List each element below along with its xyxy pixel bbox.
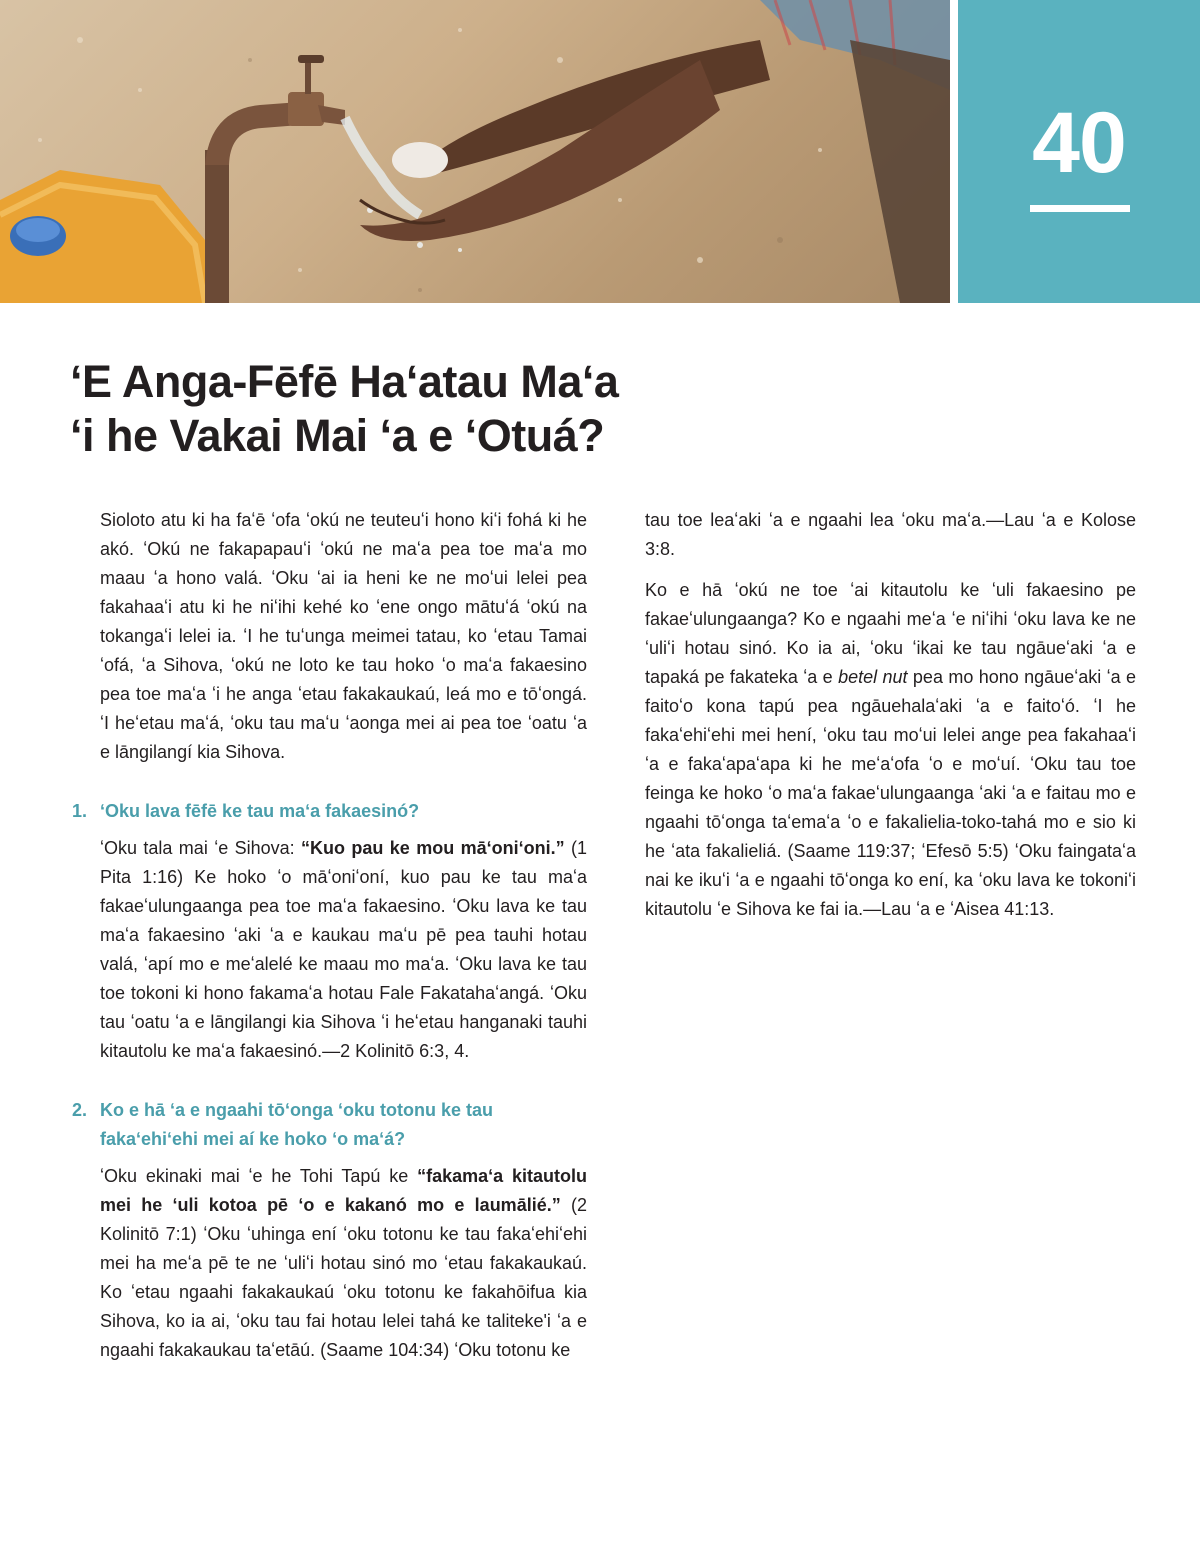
answer-2-scripture-quote: “fakamaʻa kitautolu mei he ʻuli kotoa pē ʻo e kakanó mo e laumālié.” bbox=[100, 1166, 587, 1215]
hands-washing-at-tap-photo bbox=[0, 0, 950, 303]
lesson-number-underline bbox=[1030, 205, 1130, 212]
page-title bbox=[70, 355, 890, 463]
answer-2-body: (2 Kolinitō 7:1) ʻOku ʻuhinga ení ʻoku totonu ke tau fakaʻehiʻehi mei ha meʻa pē te ne ʻuliʻi hotau sinó mo ʻetau fakakaukaú. Ko ʻetau ngaahi fakakaukaú ʻoku totonu ke fakahōifua kia Sihova, ko ia ai, ʻoku tau fai hotau lelei tahá ke taliteke'i ʻa e ngaahi fakakaukau taʻetāú. (Saame 104:34) ʻOku totonu ke bbox=[100, 1195, 587, 1360]
photo-illustration bbox=[0, 0, 950, 303]
page-title-line-2: ʻi he Vakai Mai ʻa e ʻOtuá? bbox=[70, 410, 605, 461]
answer-2-continued: tau toe leaʻaki ʻa e ngaahi lea ʻoku maʻa.—Lau ʻa e Kolose 3:8. bbox=[645, 510, 1136, 559]
question-2 bbox=[72, 1096, 587, 1154]
answer-2-second-body: pea mo hono ngāueʻaki ʻa e faitoʻo kona tapú pea ngāuehalaʻaki ʻa e faitoʻó. ʻI he fakaʻehiʻehi mei hení, ʻoku tau moʻui lelei ange pea fakahaaʻi ʻa e fakaʻapaʻapa ki he meʻaʻofa ʻo e moʻuí. ʻOku tau toe feinga ke hoko ʻo maʻa fakaeʻulungaanga ʻaki ʻa e faitau mo e ngaahi tōʻonga taʻemaʻa ʻo e fakalielia-toko-tahá mo e sio ki he ʻata fakalieliá. (Saame 119:37; ʻEfesō 5:5) ʻOku faingataʻa nai ke ikuʻi ʻa e ngaahi tōʻonga ko ení, ka ʻoku lava ke tokoniʻi kitautolu ʻe Sihova ke fai ia.—Lau ʻa e ʻAisea 41:13. bbox=[645, 667, 1137, 919]
answer-2-second-intro: Ko e hā ʻokú ne toe ʻai kitautolu ke ʻuli fakaesino pe fakaeʻulungaanga? Ko e ngaahi meʻa ʻe niʻihi ʻoku lava ke ne ʻuliʻi hotau sinó. Ko ia ai, ʻoku ʻikai ke tau ngāueʻaki ʻa e tapaká pe fakateka ʻa e bbox=[645, 580, 1136, 687]
right-column bbox=[645, 506, 1136, 936]
betel-nut-term: betel nut bbox=[838, 667, 908, 687]
answer-1-paragraph bbox=[100, 834, 587, 1066]
lesson-number: 40 bbox=[1032, 95, 1126, 191]
intro-paragraph: Sioloto atu ki ha faʻē ʻofa ʻokú ne teuteuʻi hono kiʻi fohá ki he akó. ʻOkú ne fakapapauʻi ʻokú ne maʻa pea toe maʻa mo maau ʻa hono valá. ʻOku ʻai ia heni ke ne moʻui lelei pea fakahaaʻi atu ki he niʻihi kehé ko ʻene ongo mātuʻá ʻokú na tokangaʻi lelei ia. ʻI he tuʻunga meimei tatau, ko ʻetau Tamai ʻofá, ʻa Sihova, ʻokú ne loto ke tau hoko ʻo maʻa fakaesino pea toe maʻa ʻi he anga ʻetau fakakaukaú, leá mo e tōʻongá. ʻI heʻetau maʻá, ʻoku tau maʻu ʻaonga mei ai pea toe ʻoatu ʻa e lāngilangí kia Sihova. bbox=[100, 510, 587, 762]
answer-2-paragraph bbox=[100, 1162, 587, 1365]
answer-2-second-paragraph bbox=[645, 576, 1136, 924]
answer-2-intro: ʻOku ekinaki mai ʻe he Tohi Tapú ke bbox=[100, 1166, 418, 1186]
question-1 bbox=[72, 797, 587, 826]
answer-1-body: (1 Pita 1:16) Ke hoko ʻo māʻoniʻoní, kuo pau ke tau maʻa fakaeʻulungaanga pea toe maʻa fakaesino. ʻOku lava ke tau maʻa fakaesino ʻaki ʻa e kaukau maʻu pē pea tauhi hotau valá, ʻapí mo e meʻalelé ke maau mo maʻa. ʻOku lava ke tau toe tokoni ki hono fakamaʻa hotau Fale Fakatahaʻangá. ʻOku tau ʻoatu ʻa e lāngilangi kia Sihova ʻi heʻetau hanganaki tauhi kitautolu ke maʻa fakaesinó.—2 Kolinitō 6:3, 4. bbox=[100, 838, 587, 1061]
answer-1-scripture-quote: “Kuo pau ke mou māʻoniʻoni.” bbox=[301, 838, 565, 858]
question-2-text: Ko e hā ʻa e ngaahi tōʻonga ʻoku totonu ke tau fakaʻehiʻehi mei aí ke hoko ʻo maʻá? bbox=[100, 1100, 494, 1149]
left-column bbox=[72, 506, 587, 1377]
lesson-number-box bbox=[958, 0, 1200, 303]
question-1-text: ʻOku lava fēfē ke tau maʻa fakaesinó? bbox=[100, 801, 420, 821]
page-title-line-1: ʻE Anga-Fēfē Haʻatau Maʻa bbox=[70, 356, 619, 407]
question-2-number: 2. bbox=[72, 1100, 88, 1120]
answer-1-intro: ʻOku tala mai ʻe Sihova: bbox=[100, 838, 302, 858]
question-1-number: 1. bbox=[72, 801, 88, 821]
